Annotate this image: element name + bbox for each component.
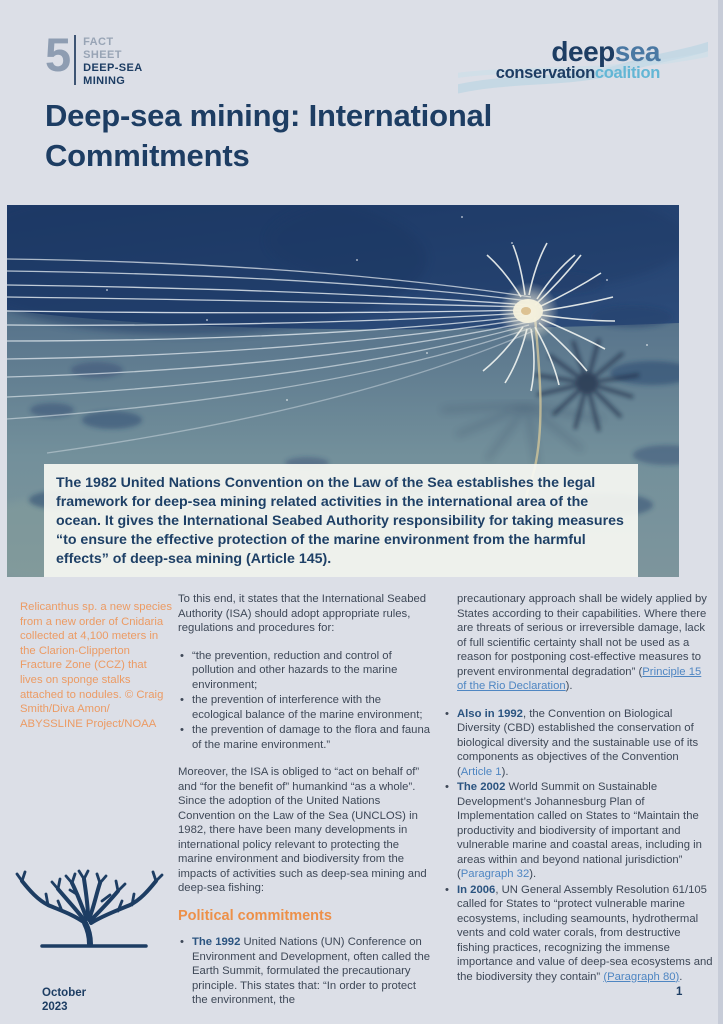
masthead xyxy=(45,28,143,88)
masthead-divider xyxy=(74,35,76,85)
bullet-text: , the Convention on Biological Diversity (CBD) established the conservation of biological diversity and the sustainable use of its components as objectives of the Convention ( xyxy=(457,707,699,778)
list-item xyxy=(443,707,713,780)
list-item xyxy=(443,780,713,882)
list-item xyxy=(443,883,713,985)
bullet-lead: Also in 1992 xyxy=(457,707,523,720)
quote-box: The 1982 United Nations Convention on the Law of the Sea establishes the legal framework for deep-sea mining related activities in the international area of the ocean. It gives the International Seabed Authority responsibility for taking measures “to ensure the effective protection of the marine environment from the harmful effects” of deep-sea mining (Article 145). xyxy=(44,464,638,577)
title-line-2: Commitments xyxy=(45,138,250,173)
bullet-text: World Summit on Sustainable Development’s Johannesburg Plan of Implementation called on States to “Maintain the productivity and biodiversity of important and vulnerable marine and coastal areas, including in areas within and beyond national jurisdiction” ( xyxy=(457,781,702,880)
list-item xyxy=(178,935,431,1008)
political-commitments-heading: Political commitments xyxy=(178,907,332,924)
johannesburg-paragraph-link[interactable]: Paragraph 32 xyxy=(460,868,530,880)
kicker-line: FACT xyxy=(83,36,114,48)
paragraph-text: ). xyxy=(565,680,573,692)
commitments-list-continued xyxy=(443,707,713,985)
bullet-text: , UN General Assembly Resolution 61/105 called for States to “protect vulnerable marine ecosystems, including seamounts, hydrothermal vents and cold water corals, from destructive fishing practices, recognizing the immense importance and value of deep-sea ecosystems and the biodiversity they contain” xyxy=(457,883,713,983)
isa-measures-list xyxy=(178,649,431,753)
logo-word-deep: deep xyxy=(551,36,615,67)
precautionary-continuation xyxy=(443,592,713,694)
dscc-logo xyxy=(458,26,708,110)
title-line-1: Deep-sea mining: International xyxy=(45,98,493,133)
bullet-text: ). xyxy=(501,765,509,778)
page-title xyxy=(45,96,492,176)
bullet-lead: The 2002 xyxy=(457,781,506,793)
bullet-text: . xyxy=(679,970,683,983)
logo-word-conservation: conservation xyxy=(495,64,595,82)
coral-illustration-icon xyxy=(14,843,166,955)
bullet-text: United Nations (UN) Conference on Environment and Development, often called the Earth Summit, formulated the precautionary principle. This states that: “In order to protect the environment, the xyxy=(192,936,431,1006)
factsheet-number: 5 xyxy=(45,28,70,81)
isa-intro-paragraph: To this end, it states that the International Seabed Authority (ISA) should adopt appropriate rules, regulations and procedures for: xyxy=(178,593,427,634)
column-middle xyxy=(178,592,431,1021)
publication-date xyxy=(42,986,86,1014)
kicker-line: SHEET xyxy=(83,49,122,61)
kicker-line: DEEP-SEA xyxy=(83,62,143,74)
photo-caption: Relicanthus sp. a new species from a new order of Cnidaria collected at 4,100 meters in the Clarion-Clipperton Fracture Zone (CCZ) that lives on sponge stalks attached to nodules. © Craig Smith/Diva Amon/ ABYSSLINE Project/NOAA xyxy=(20,601,172,730)
rio-declaration-link[interactable]: Principle 15 of the Rio Declaration xyxy=(457,665,702,692)
bullet-lead: The 1992 xyxy=(192,936,241,948)
date-month: October xyxy=(42,987,87,999)
column-right xyxy=(443,592,713,997)
commitments-list-start xyxy=(178,935,431,1008)
dscc-logo-text xyxy=(496,38,660,81)
unclos-paragraph: Moreover, the ISA is obliged to “act on behalf of” and “for the benefit of” humankind “as a whole”. Since the adoption of the United Nations Convention on the Law of the Sea (UNCLOS) in 1982, there have been many developments in international policy relevant to protecting the marine environment and biodiversity from the impacts of activities such as deep-sea mining and deep-sea fishing: xyxy=(178,766,427,894)
paragraph-text: precautionary approach shall be widely applied by States according to their capabilities. Where there are threats of serious or irreversible damage, lack of full scientific certainty shall not be used as a reason for postponing cost-effective measures to prevent environmental degradation” ( xyxy=(457,593,707,678)
bullet-text: ). xyxy=(529,868,537,880)
list-item: • the prevention of interference with the ecological balance of the marine environment; xyxy=(178,693,431,722)
page-edge xyxy=(718,0,723,1024)
masthead-kicker xyxy=(83,33,142,88)
date-year: 2023 xyxy=(42,1001,68,1013)
kicker-line: MINING xyxy=(83,75,126,87)
logo-word-sea: sea xyxy=(614,36,660,67)
cbd-article-link[interactable]: Article 1 xyxy=(460,765,502,778)
bullet-lead: In 2006 xyxy=(457,883,496,896)
unga-resolution-link[interactable]: (Paragraph 80) xyxy=(603,970,680,983)
list-item: • the prevention of damage to the flora and fauna of the marine environment.” xyxy=(178,723,431,752)
page-number: 1 xyxy=(676,986,683,998)
list-item: • “the prevention, reduction and control of pollution and other hazards to the marine environment; xyxy=(178,649,431,693)
logo-word-coalition: coalition xyxy=(594,64,660,82)
